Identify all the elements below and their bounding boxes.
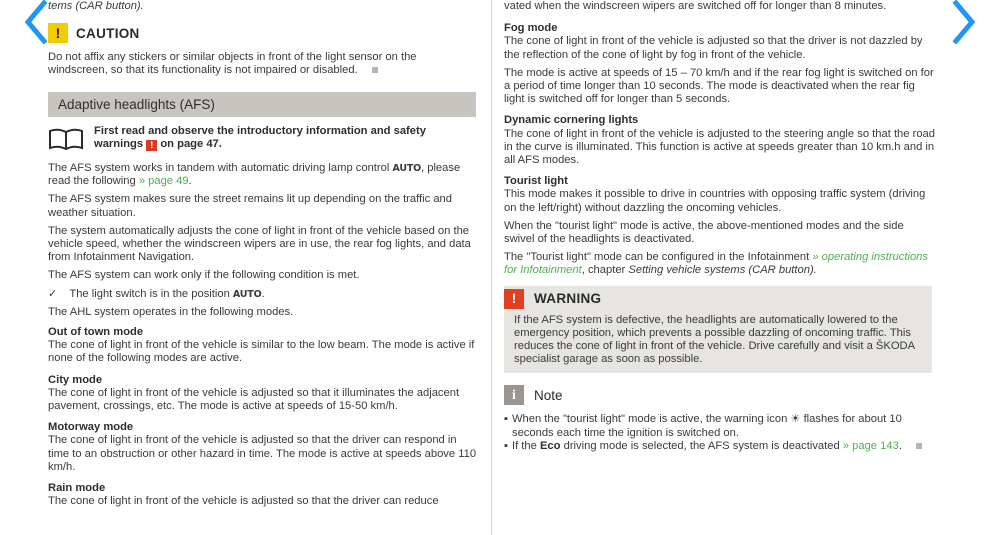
next-page-arrow-icon[interactable] bbox=[948, 0, 978, 45]
left-column bbox=[48, 0, 478, 513]
note-b2-a: If the bbox=[511, 439, 537, 452]
para1-b: , please read the following bbox=[48, 162, 461, 188]
mode-title-city: City mode bbox=[48, 373, 103, 386]
caution-header bbox=[48, 23, 478, 43]
light-warning-icon: ☀ bbox=[790, 413, 801, 426]
note-b2-c: . bbox=[898, 439, 902, 452]
para1-a: The AFS system works in tandem with automatic driving lamp control bbox=[48, 162, 390, 175]
warning-text: If the AFS system is defective, the headlights are automatically lowered to the emergency position, which prevents a possible dazzling of oncoming traffic. This reduces the cone of light in front of the vehicle. Drive carefully and visit a ŠKODA specialist garage as soon as possible. bbox=[514, 313, 915, 366]
para-afs-adjusts: The system automatically adjusts the cone of light in front of the vehicle based on the vehicle speed, whether the windscreen wipers are in use, the rear fog lights, and data from Infotainment Navigation. bbox=[48, 224, 471, 264]
tourist-text-2: When the "tourist light" mode is active, the above-mentioned modes and the side swivel of the headlights is deactivated. bbox=[504, 219, 904, 246]
left-top-text: tems (CAR button). bbox=[48, 0, 144, 12]
condition-text bbox=[69, 288, 264, 301]
info-icon: i bbox=[504, 385, 524, 405]
auto-label-2: AUTO bbox=[232, 288, 262, 300]
mode-title-dynamic-cornering: Dynamic cornering lights bbox=[504, 114, 639, 127]
right-top-text: vated when the windscreen wipers are switched off for longer than 8 minutes. bbox=[504, 0, 887, 12]
infotainment-link[interactable]: » operating instructions for Infotainment bbox=[504, 251, 928, 277]
mode-text-out-of-town: The cone of light in front of the vehicle is similar to the low beam. The mode is active if none of the following modes are active. bbox=[48, 339, 475, 365]
warning-icon: ! bbox=[504, 289, 524, 309]
tourist-text-3b: , chapter bbox=[581, 264, 626, 277]
end-square-icon bbox=[916, 443, 922, 449]
bullet-icon: ▪ bbox=[504, 439, 508, 452]
intro-text-b: on page 47. bbox=[160, 137, 222, 150]
end-square-icon bbox=[372, 67, 378, 73]
mode-text-city: The cone of light in front of the vehicle is adjusted so that it illuminates the adjacent pavement, crossings, etc. The mode is active at speeds of 15-50 km/h. bbox=[48, 386, 460, 413]
tourist-text-3c: Setting vehicle systems (CAR button). bbox=[628, 264, 817, 277]
intro-notice bbox=[48, 125, 478, 151]
tourist-text: This mode makes it possible to drive in countries with opposing traffic system (driving on the left/right) without dazzling the oncoming vehicles. bbox=[504, 188, 926, 214]
note-bullet-1-text bbox=[512, 413, 936, 439]
bullet-icon: ▪ bbox=[504, 413, 508, 426]
mode-text-rain: The cone of light in front of the vehicle is adjusted so that the driver can reduce bbox=[48, 495, 439, 508]
mode-title-tourist: Tourist light bbox=[504, 175, 568, 188]
note-title: Note bbox=[534, 387, 563, 403]
para-afs-condition: The AFS system can work only if the following condition is met. bbox=[48, 269, 360, 282]
note-b1-a: When the "tourist light" mode is active, the warning icon bbox=[511, 413, 788, 426]
mode-title-motorway: Motorway mode bbox=[48, 421, 134, 434]
caution-text bbox=[48, 51, 478, 77]
intro-text-a: First read and observe the introductory information and safety warnings bbox=[94, 124, 426, 150]
dynamic-cornering-text: The cone of light in front of the vehicle is adjusted to the steering angle so that the road in the curve is illuminated. This function is active at speeds greater than 10 km.h and in all AFS modes. bbox=[504, 127, 935, 167]
warning-ref-icon: ! bbox=[146, 140, 157, 151]
mode-title-fog: Fog mode bbox=[504, 22, 558, 35]
tourist-text-3 bbox=[504, 251, 936, 277]
auto-label: AUTO bbox=[392, 163, 421, 175]
mode-title-out-of-town: Out of town mode bbox=[48, 326, 144, 339]
warning-box bbox=[504, 286, 932, 374]
para1-c: . bbox=[188, 175, 192, 188]
note-header bbox=[504, 385, 936, 405]
check-text-b: . bbox=[261, 287, 265, 300]
open-book-icon bbox=[48, 127, 84, 151]
note-bullet-2 bbox=[504, 440, 936, 453]
para-afs-tandem bbox=[48, 162, 478, 188]
section-title: Adaptive headlights (AFS) bbox=[48, 92, 476, 117]
warning-title: WARNING bbox=[534, 291, 602, 307]
tourist-text-3a: The "Tourist light" mode can be configured in the Infotainment bbox=[504, 251, 810, 264]
condition-item bbox=[48, 288, 478, 301]
note-b2-b: driving mode is selected, the AFS system is deactivated bbox=[563, 439, 840, 452]
intro-text bbox=[94, 125, 478, 151]
caution-title: CAUTION bbox=[76, 25, 140, 41]
eco-label: Eco bbox=[539, 439, 561, 452]
note-b1-b: flashes for about 10 seconds each time the ignition is switched on. bbox=[511, 413, 902, 439]
para-ahl-modes: The AHL system operates in the following modes. bbox=[48, 305, 294, 318]
page-49-link[interactable]: » page 49 bbox=[138, 175, 189, 188]
fog-text-2: The mode is active at speeds of 15 – 70 km/h and if the rear fog light is switched on for a period of time longer than 10 seconds. The mode is deactivated when the rear fig light is switched off for longer than 5 seconds. bbox=[504, 66, 934, 106]
para-afs-street: The AFS system makes sure the street remains lit up depending on the traffic and weather situation. bbox=[48, 193, 452, 219]
check-text-a: The light switch is in the position bbox=[69, 287, 230, 300]
note-bullet-2-text bbox=[512, 440, 922, 453]
right-column bbox=[504, 0, 936, 453]
mode-text-motorway: The cone of light in front of the vehicle is adjusted so that the driver can respond in time to an obstruction or other hazard in time. The mode is active at speeds above 110 km/h. bbox=[48, 434, 477, 473]
caution-icon: ! bbox=[48, 23, 68, 43]
caution-text-body: Do not affix any stickers or similar objects in front of the light sensor on the windscreen, so that its functionality is not impaired or disabled. bbox=[48, 51, 417, 77]
check-icon: ✓ bbox=[48, 287, 58, 300]
note-bullet-1 bbox=[504, 413, 936, 439]
mode-title-rain: Rain mode bbox=[48, 482, 106, 495]
page-143-link[interactable]: » page 143 bbox=[842, 439, 899, 452]
column-divider bbox=[491, 0, 492, 535]
warning-header bbox=[504, 286, 932, 314]
fog-text: The cone of light in front of the vehicle is adjusted so that the driver is not dazzled by the reflection of the cone of light by fog in front of the vehicle. bbox=[504, 35, 923, 61]
